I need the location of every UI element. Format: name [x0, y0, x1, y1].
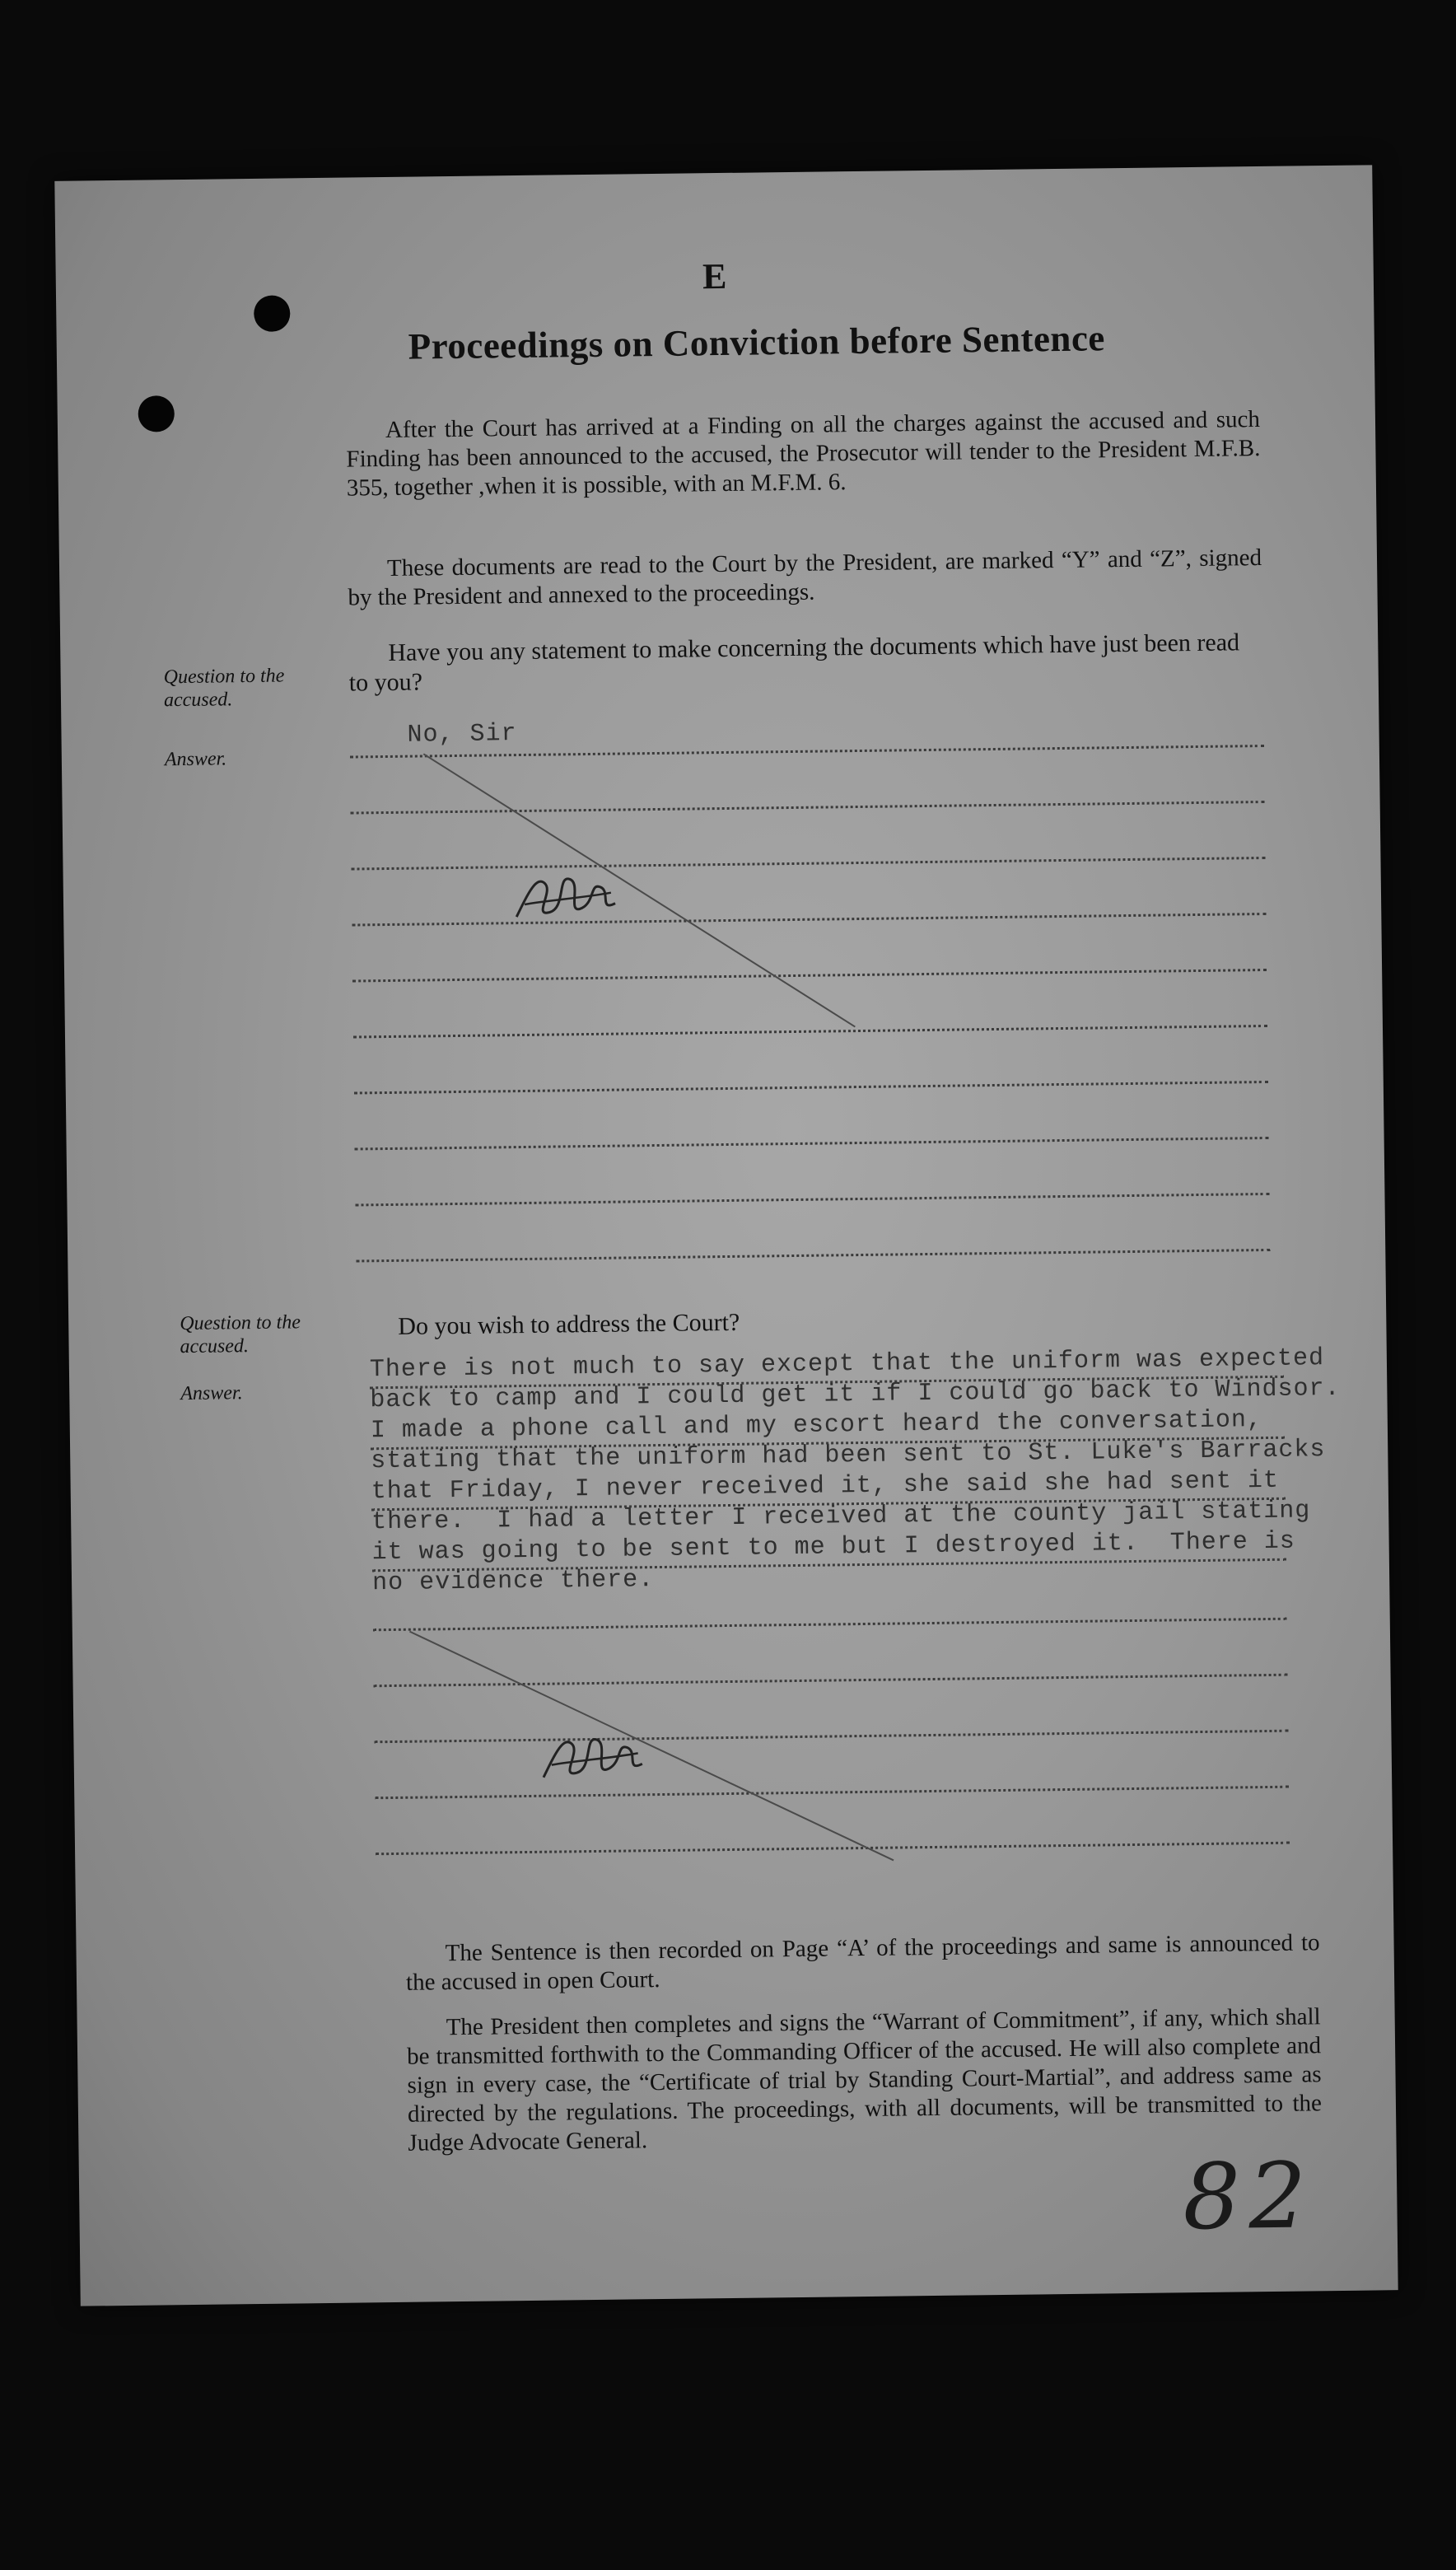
initials-signature	[534, 1718, 651, 1794]
typed-answer-line: that Friday, I never received it, she said she had sent it	[371, 1466, 1280, 1507]
question-label: Question to the accused.	[163, 665, 285, 712]
answer-line	[375, 1786, 1289, 1800]
answer-line	[374, 1730, 1288, 1744]
closing-paragraph: The Sentence is then recorded on Page “A’ of the proceedings and same is announced to the accused in open Court.	[405, 1929, 1320, 1996]
answer-line	[376, 1842, 1290, 1856]
typed-answer-line: there. I had a letter I received at the county jail stating	[371, 1497, 1311, 1537]
punch-hole	[138, 395, 175, 432]
answer-line	[351, 801, 1265, 815]
typed-answer-line: I made a phone call and my escort heard the conversation,	[370, 1406, 1263, 1446]
handwritten-page-number: 82	[1182, 2142, 1316, 2250]
intro-paragraph: After the Court has arrived at a Finding on all the charges against the accused and such Finding has been announced to the accused, the Prosecutor will tender to the President M.F.B. 355, together ,when it is possible, with an M.F.M. 6.	[346, 406, 1261, 502]
answer-line	[352, 857, 1266, 871]
closing-paragraph: The President then completes and signs the “Warrant of Commitment”, if any, which shall be transmitted forthwith to the Commanding Officer of the accused. He will also complete and sign in every case, the “Certificate of trial by Standing Court-Martial”, and address same as directed by the regulations. The proceedings, with all documents, will be transmitted to the Judge Advocate General.	[406, 2003, 1323, 2156]
typed-answer-line: it was going to be sent to me but I destroyed it. There is	[371, 1527, 1295, 1568]
answer-label: Answer.	[164, 748, 227, 771]
question-text: Do you wish to address the Court?	[398, 1308, 740, 1340]
typed-answer-line: no evidence there.	[371, 1566, 655, 1598]
answer-label: Answer.	[180, 1382, 243, 1405]
answer-line	[355, 1193, 1269, 1207]
answer-line	[373, 1618, 1287, 1632]
typed-answer-line: stating that the uniform had been sent to St. Luke's Barracks	[371, 1436, 1326, 1476]
typed-answer-line: back to camp and I could get it if I could go back to Windsor.	[370, 1374, 1341, 1415]
answer-line	[356, 1249, 1270, 1263]
typed-answer: No, Sir	[407, 720, 517, 750]
strike-through-line	[423, 753, 856, 1027]
page-title: Proceedings on Conviction before Sentence	[408, 317, 1106, 367]
question-text: Have you any statement to make concerning the documents which have just been read to you?	[348, 628, 1240, 697]
question-label: Question to the accused.	[180, 1311, 301, 1358]
typed-answer-line: There is not much to say except that the uniform was expected	[369, 1344, 1325, 1385]
answer-line	[355, 1137, 1269, 1151]
document-page	[54, 165, 1398, 2306]
intro-paragraph: These documents are read to the Court by the President, are marked “Y” and “Z”, signed by the President and annexed to the proceedings.	[348, 544, 1262, 611]
answer-line	[354, 1081, 1268, 1095]
answer-line	[353, 1025, 1267, 1039]
answer-line	[352, 913, 1266, 927]
answer-line	[352, 969, 1267, 983]
strike-through-line	[409, 1631, 894, 1862]
initials-signature	[507, 858, 623, 934]
section-letter: E	[702, 255, 727, 297]
